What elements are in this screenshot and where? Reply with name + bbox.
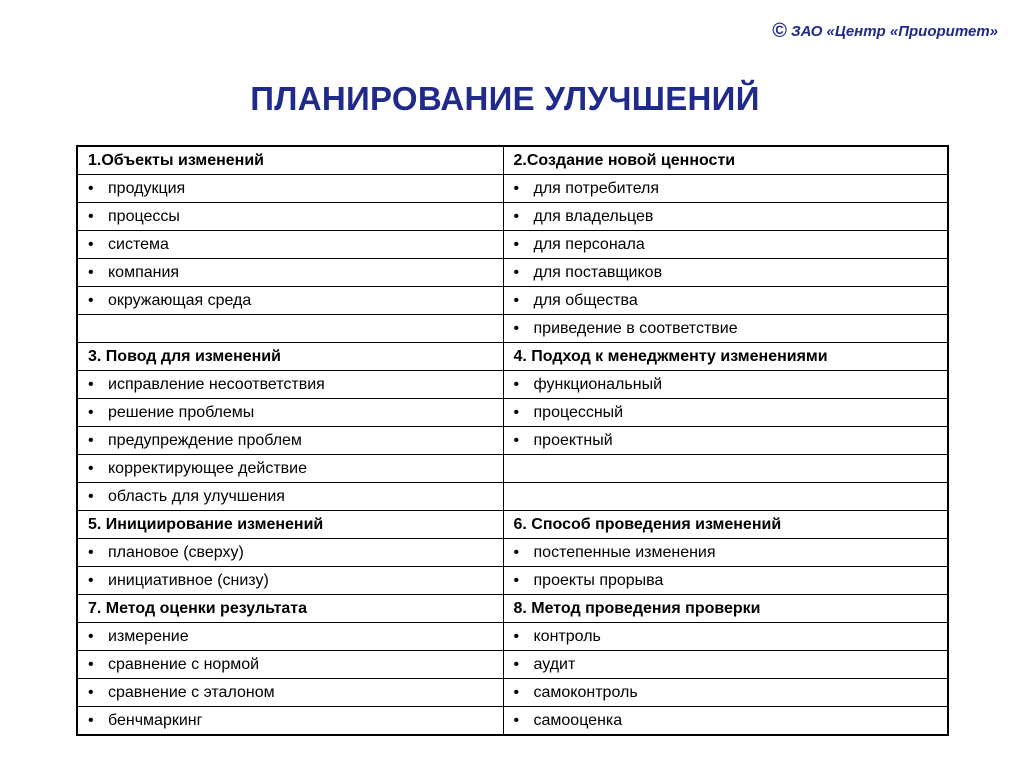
bullet-icon: • [513, 179, 520, 197]
item-text: компания [108, 263, 180, 281]
bullet-icon: • [88, 431, 94, 449]
item-text: процессы [108, 207, 180, 225]
item-cell [503, 707, 948, 736]
bullet-icon: • [513, 655, 520, 673]
item-cell [503, 315, 948, 343]
table-row [77, 231, 948, 259]
section-heading-cell [503, 511, 948, 539]
item-cell [503, 567, 948, 595]
item-text: для персонала [533, 235, 645, 253]
item-text: самооценка [533, 711, 623, 729]
section-heading-cell [77, 511, 503, 539]
item-cell [503, 483, 948, 511]
section-heading-cell [503, 595, 948, 623]
item-cell [503, 259, 948, 287]
item-cell [503, 287, 948, 315]
table-body [77, 146, 948, 735]
section-heading-text: 3. Повод для изменений [88, 347, 281, 365]
item-cell [77, 315, 503, 343]
item-cell [503, 175, 948, 203]
item-text: проекты прорыва [533, 571, 664, 589]
section-heading-text: 2.Создание новой ценности [513, 151, 736, 169]
item-text: для потребителя [533, 179, 660, 197]
improvement-planning-table [76, 145, 949, 736]
table-row [77, 371, 948, 399]
item-text: приведение в соответствие [533, 319, 738, 337]
item-text: предупреждение проблем [108, 431, 302, 449]
item-cell [77, 623, 503, 651]
item-text: для общества [533, 291, 638, 309]
bullet-icon: • [88, 543, 94, 561]
item-text: исправление несоответствия [108, 375, 325, 393]
item-cell [503, 455, 948, 483]
table-row [77, 175, 948, 203]
item-cell [503, 399, 948, 427]
item-text: продукция [108, 179, 186, 197]
item-cell [77, 651, 503, 679]
item-cell [503, 679, 948, 707]
item-cell [77, 679, 503, 707]
item-cell [77, 455, 503, 483]
table-row [77, 707, 948, 736]
table-row [77, 679, 948, 707]
bullet-icon: • [513, 375, 520, 393]
bullet-icon: • [88, 627, 94, 645]
section-header-row [77, 146, 948, 175]
item-text: самоконтроль [533, 683, 638, 701]
item-text: функциональный [533, 375, 662, 393]
bullet-icon: • [88, 235, 94, 253]
bullet-icon: • [88, 683, 94, 701]
bullet-icon: • [88, 375, 94, 393]
section-heading-text: 5. Инициирование изменений [88, 515, 324, 533]
item-cell [77, 259, 503, 287]
section-heading-cell [77, 595, 503, 623]
bullet-icon: • [88, 263, 94, 281]
table-row [77, 567, 948, 595]
item-cell [77, 203, 503, 231]
section-heading-text: 7. Метод оценки результата [88, 599, 308, 617]
section-heading-text: 6. Способ проведения изменений [513, 515, 782, 533]
section-header-row [77, 511, 948, 539]
copyright-text: ЗАО «Центр «Приоритет» [790, 23, 998, 40]
bullet-icon: • [513, 711, 520, 729]
table-row [77, 203, 948, 231]
table-row [77, 483, 948, 511]
item-cell [77, 175, 503, 203]
bullet-icon: • [513, 291, 520, 309]
item-cell [503, 539, 948, 567]
bullet-icon: • [88, 459, 94, 477]
bullet-icon: • [513, 683, 520, 701]
item-cell [77, 483, 503, 511]
bullet-icon: • [513, 543, 520, 561]
item-text: система [108, 235, 169, 253]
item-cell [503, 371, 948, 399]
bullet-icon: • [88, 655, 94, 673]
bullet-icon: • [513, 627, 520, 645]
table-row [77, 259, 948, 287]
section-heading-cell [503, 343, 948, 371]
item-text: корректирующее действие [108, 459, 307, 477]
item-text: для поставщиков [533, 263, 663, 281]
bullet-icon: • [513, 235, 520, 253]
page-title: ПЛАНИРОВАНИЕ УЛУЧШЕНИЙ [250, 80, 760, 117]
item-cell [77, 567, 503, 595]
item-cell [77, 231, 503, 259]
bullet-icon: • [88, 571, 94, 589]
item-cell [77, 427, 503, 455]
section-heading-cell [77, 146, 503, 175]
bullet-icon: • [513, 431, 520, 449]
item-text: сравнение с нормой [108, 655, 260, 673]
bullet-icon: • [88, 207, 94, 225]
copyright-icon: © [772, 20, 787, 42]
section-header-row [77, 343, 948, 371]
bullet-icon: • [513, 207, 520, 225]
bullet-icon: • [88, 403, 94, 421]
table-row [77, 427, 948, 455]
item-cell [503, 203, 948, 231]
section-header-row [77, 595, 948, 623]
section-heading-text: 1.Объекты изменений [88, 151, 264, 169]
table-row [77, 315, 948, 343]
table-row [77, 455, 948, 483]
item-cell [503, 623, 948, 651]
section-heading-text: 8. Метод проведения проверки [513, 599, 761, 617]
item-cell [503, 231, 948, 259]
bullet-icon: • [88, 711, 94, 729]
item-text: измерение [108, 627, 189, 645]
section-heading-cell [503, 146, 948, 175]
item-text: для владельцев [533, 207, 654, 225]
item-cell [77, 287, 503, 315]
bullet-icon: • [88, 179, 94, 197]
item-text: проектный [533, 431, 613, 449]
table-row [77, 623, 948, 651]
item-cell [77, 399, 503, 427]
bullet-icon: • [88, 487, 94, 505]
item-text: инициативное (снизу) [108, 571, 269, 589]
table-row [77, 651, 948, 679]
bullet-icon: • [513, 403, 520, 421]
item-text: решение проблемы [108, 403, 255, 421]
item-text: сравнение с эталоном [108, 683, 275, 701]
item-text: контроль [533, 627, 601, 645]
bullet-icon: • [513, 263, 520, 281]
item-text: аудит [533, 655, 576, 673]
section-heading-cell [77, 343, 503, 371]
item-cell [503, 651, 948, 679]
table-row [77, 287, 948, 315]
item-text: процессный [533, 403, 624, 421]
item-cell [77, 707, 503, 736]
table-row [77, 539, 948, 567]
item-text: плановое (сверху) [108, 543, 244, 561]
bullet-icon: • [88, 291, 94, 309]
section-heading-text: 4. Подход к менеджменту изменениями [513, 347, 828, 365]
table-row [77, 399, 948, 427]
item-text: постепенные изменения [533, 543, 716, 561]
item-text: область для улучшения [108, 487, 285, 505]
item-cell [503, 427, 948, 455]
item-text: окружающая среда [108, 291, 252, 309]
item-cell [77, 371, 503, 399]
item-text: бенчмаркинг [108, 711, 203, 729]
bullet-icon: • [513, 319, 520, 337]
bullet-icon: • [513, 571, 520, 589]
copyright-notice [772, 20, 998, 43]
item-cell [77, 539, 503, 567]
